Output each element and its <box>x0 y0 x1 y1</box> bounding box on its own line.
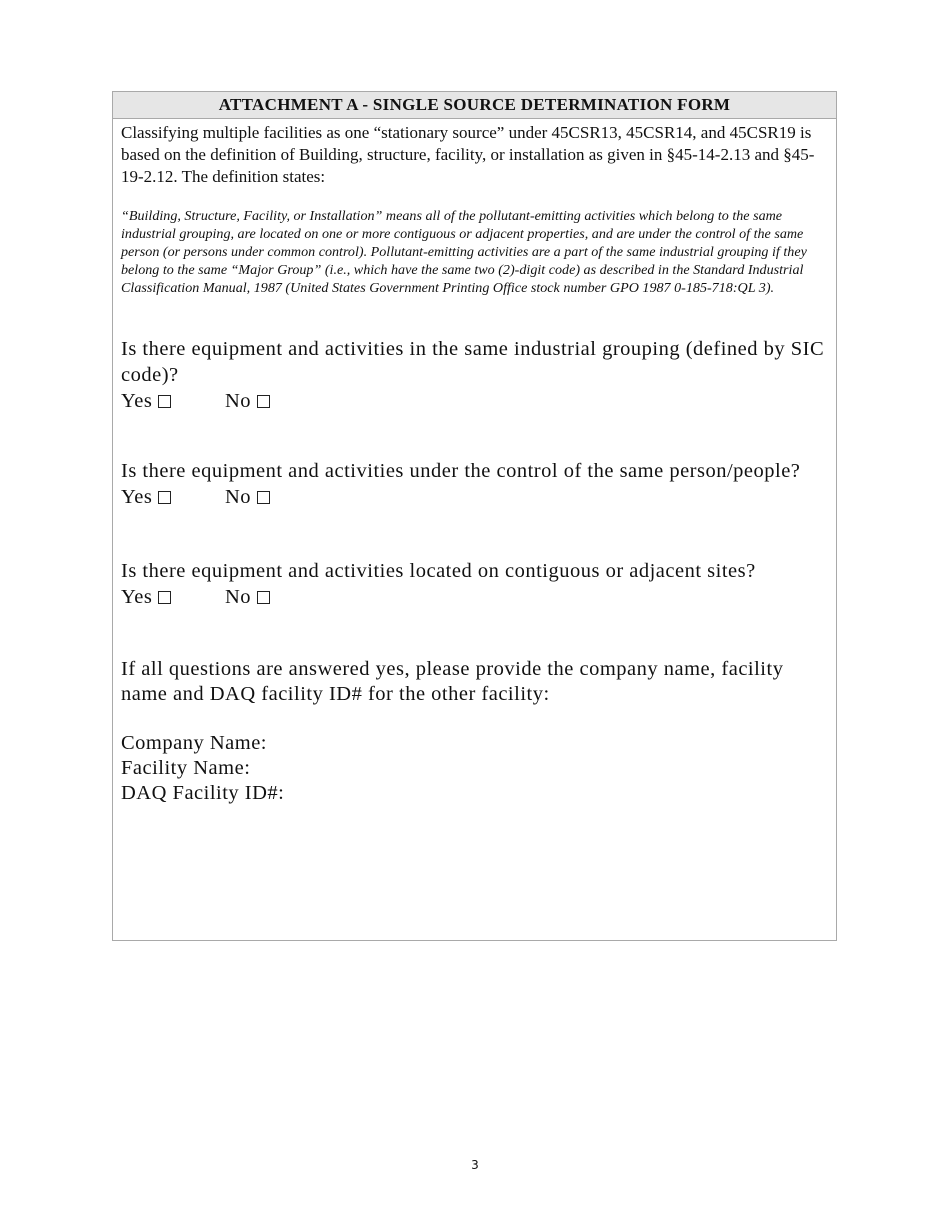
yes-checkbox[interactable] <box>158 491 171 504</box>
yes-label: Yes <box>121 390 153 412</box>
facility-id-field[interactable]: DAQ Facility ID#: <box>121 782 285 804</box>
no-label: No <box>224 486 252 508</box>
question-block-control <box>121 458 828 510</box>
company-name-field[interactable]: Company Name: <box>121 732 267 754</box>
yes-option[interactable] <box>121 484 171 510</box>
question-block-sic <box>121 336 828 414</box>
no-checkbox[interactable] <box>257 491 270 504</box>
definition-paragraph: “Building, Structure, Facility, or Installation” means all of the pollutant-emitting activities which belong to the same industrial grouping, are located on one or more contiguous or adjacent properties, and are under the control of the same person (or persons under common control). Pollutant-emitting activities are a part of the same industrial grouping if they belong to the same “Major Group” (i.e., which have the same two (2)-digit code) as described in the Standard Industrial Classification Manual, 1987 (United States Government Printing Office stock number GPO 1987 0-185-718:QL 3). <box>121 208 807 296</box>
no-option[interactable] <box>225 388 270 414</box>
yes-option[interactable] <box>121 388 171 414</box>
yes-label: Yes <box>121 586 153 608</box>
question-text: Is there equipment and activities located on contiguous or adjacent sites? <box>121 560 756 582</box>
closing-instruction: If all questions are answered yes, please provide the company name, facility name and DAQ facility ID# for the other facility: <box>121 658 784 705</box>
page-number: 3 <box>471 1158 479 1172</box>
intro-paragraph: Classifying multiple facilities as one “stationary source” under 45CSR13, 45CSR14, and 45CSR19 is based on the definition of Building, structure, facility, or installation as given in §45-14-2.13 and §45-19-2.12. The definition states: <box>121 123 815 186</box>
no-option[interactable] <box>225 584 270 610</box>
question-block-contiguous <box>121 558 828 610</box>
question-text: Is there equipment and activities in the same industrial grouping (defined by SIC code)? <box>121 338 825 386</box>
yes-no-options <box>121 584 828 610</box>
yes-checkbox[interactable] <box>158 591 171 604</box>
single-source-form <box>112 91 837 941</box>
no-option[interactable] <box>225 484 270 510</box>
facility-name-field[interactable]: Facility Name: <box>121 757 251 779</box>
question-text: Is there equipment and activities under the control of the same person/people? <box>121 460 801 482</box>
no-checkbox[interactable] <box>257 395 270 408</box>
yes-no-options <box>121 388 828 414</box>
form-title: ATTACHMENT A - SINGLE SOURCE DETERMINATION FORM <box>113 92 836 119</box>
yes-checkbox[interactable] <box>158 395 171 408</box>
yes-option[interactable] <box>121 584 171 610</box>
facility-fields <box>121 731 828 806</box>
no-label: No <box>224 390 252 412</box>
yes-label: Yes <box>121 486 153 508</box>
yes-no-options <box>121 484 828 510</box>
no-label: No <box>224 586 252 608</box>
form-body <box>113 119 836 806</box>
no-checkbox[interactable] <box>257 591 270 604</box>
